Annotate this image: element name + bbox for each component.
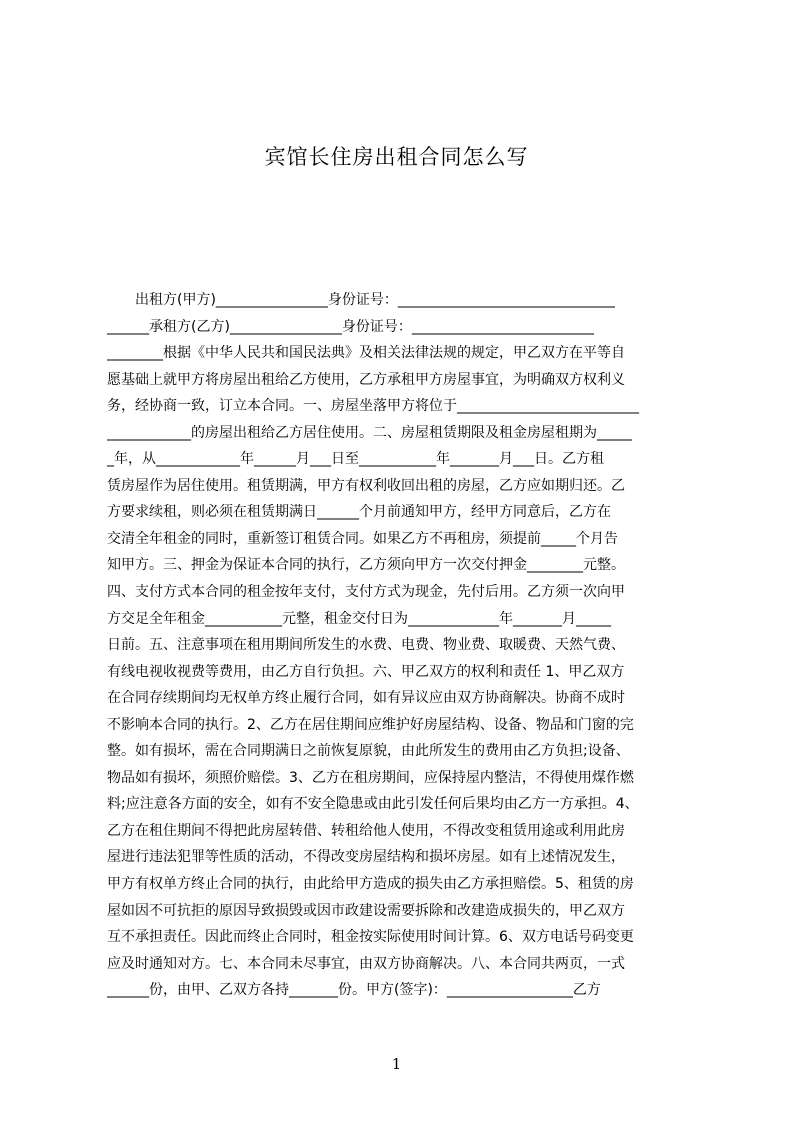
body-line: 务，经协商一致，订立本合同。一、房屋坐落甲方将位于__________________________ <box>107 398 639 415</box>
body-line: 赁房屋作为居住使用。租赁期满，甲方有权利收回出租的房屋，乙方应如期归还。乙 <box>107 477 625 494</box>
body-line: 在合同存续期间均无权单方终止履行合同，如有异议应由双方协商解决。协商不成时 <box>107 690 625 707</box>
body-line: ____________的房屋出租给乙方居住使用。二、房屋租赁期限及租金房屋租期为_____ <box>107 424 632 441</box>
body-line: ______份，由甲、乙双方各持_______份。甲方(签字)：__________________乙方 <box>107 982 601 999</box>
body-line: 屋如因不可抗拒的原因导致损毁或因市政建设需要拆除和改建造成损失的，甲乙双方 <box>107 902 625 919</box>
body-line: 知甲方。三、押金为保证本合同的执行，乙方须向甲方一次交付押金________元整。 <box>107 557 625 574</box>
body-line: 有线电视收视费等费用，由乙方自行负担。六、甲乙双方的权利和责任 1、甲乙双方 <box>107 663 625 680</box>
page-title: 宾馆长住房出租合同怎么写 <box>264 145 529 169</box>
body-line: 方交足全年租金___________元整，租金交付日为_____________年_______月_____ <box>107 610 611 627</box>
contract-body <box>107 287 697 1007</box>
body-line: 互不承担责任。因此而终止合同时，租金按实际使用时间计算。6、双方电话号码变更 <box>107 929 634 946</box>
body-line: ______承租方(乙方)________________身份证号：__________________________ <box>107 318 594 335</box>
body-line: 料;应注意各方面的安全，如有不安全隐患或由此引发任何后果均由乙方一方承担。4、 <box>107 796 639 813</box>
body-line: 屋进行违法犯罪等性质的活动，不得改变房屋结构和损坏房屋。如有上述情况发生， <box>107 849 625 866</box>
body-line: 方要求续租，则必须在租赁期满日______个月前通知甲方，经甲方同意后，乙方在 <box>107 504 611 521</box>
body-line: _年，从____________年______月___日至___________年_______月___日。乙方租 <box>107 451 604 468</box>
body-line: 物品如有损坏，须照价赔偿。3、乙方在租房期间，应保持屋内整洁，不得使用煤作燃 <box>107 769 634 786</box>
body-line: 甲方有权单方终止合同的执行，由此给甲方造成的损失由乙方承担赔偿。5、租赁的房 <box>107 876 634 893</box>
body-line: 出租方(甲方)________________身份证号：_______________________________ <box>107 292 615 308</box>
body-line: 四、支付方式本合同的租金按年支付，支付方式为现金，先付后用。乙方须一次向甲 <box>107 584 625 601</box>
body-line: ________根据《中华人民共和国民法典》及相关法律法规的规定，甲乙双方在平等自 <box>107 345 625 362</box>
body-line: 愿基础上就甲方将房屋出租给乙方使用，乙方承租甲方房屋事宜，为明确双方权利义 <box>107 371 625 388</box>
body-line: 交清全年租金的同时，重新签订租赁合同。如果乙方不再租房，须提前_____个月告 <box>107 530 618 547</box>
body-line: 乙方在租住期间不得把此房屋转借、转租给他人使用，不得改变租赁用途或利用此房 <box>107 822 625 839</box>
body-line: 日前。五、注意事项在租用期间所发生的水费、电费、物业费、取暖费、天然气费、 <box>107 637 625 654</box>
body-line: 整。如有损坏，需在合同期满日之前恢复原貌，由此所发生的费用由乙方负担;设备、 <box>107 743 630 760</box>
body-line: 应及时通知对方。七、本合同未尽事宜，由双方协商解决。八、本合同共两页，一式 <box>107 955 625 972</box>
body-line: 不影响本合同的执行。2、乙方在居住期间应维护好房屋结构、设备、物品和门窗的完 <box>107 716 634 733</box>
page-number: 1 <box>391 1055 402 1073</box>
